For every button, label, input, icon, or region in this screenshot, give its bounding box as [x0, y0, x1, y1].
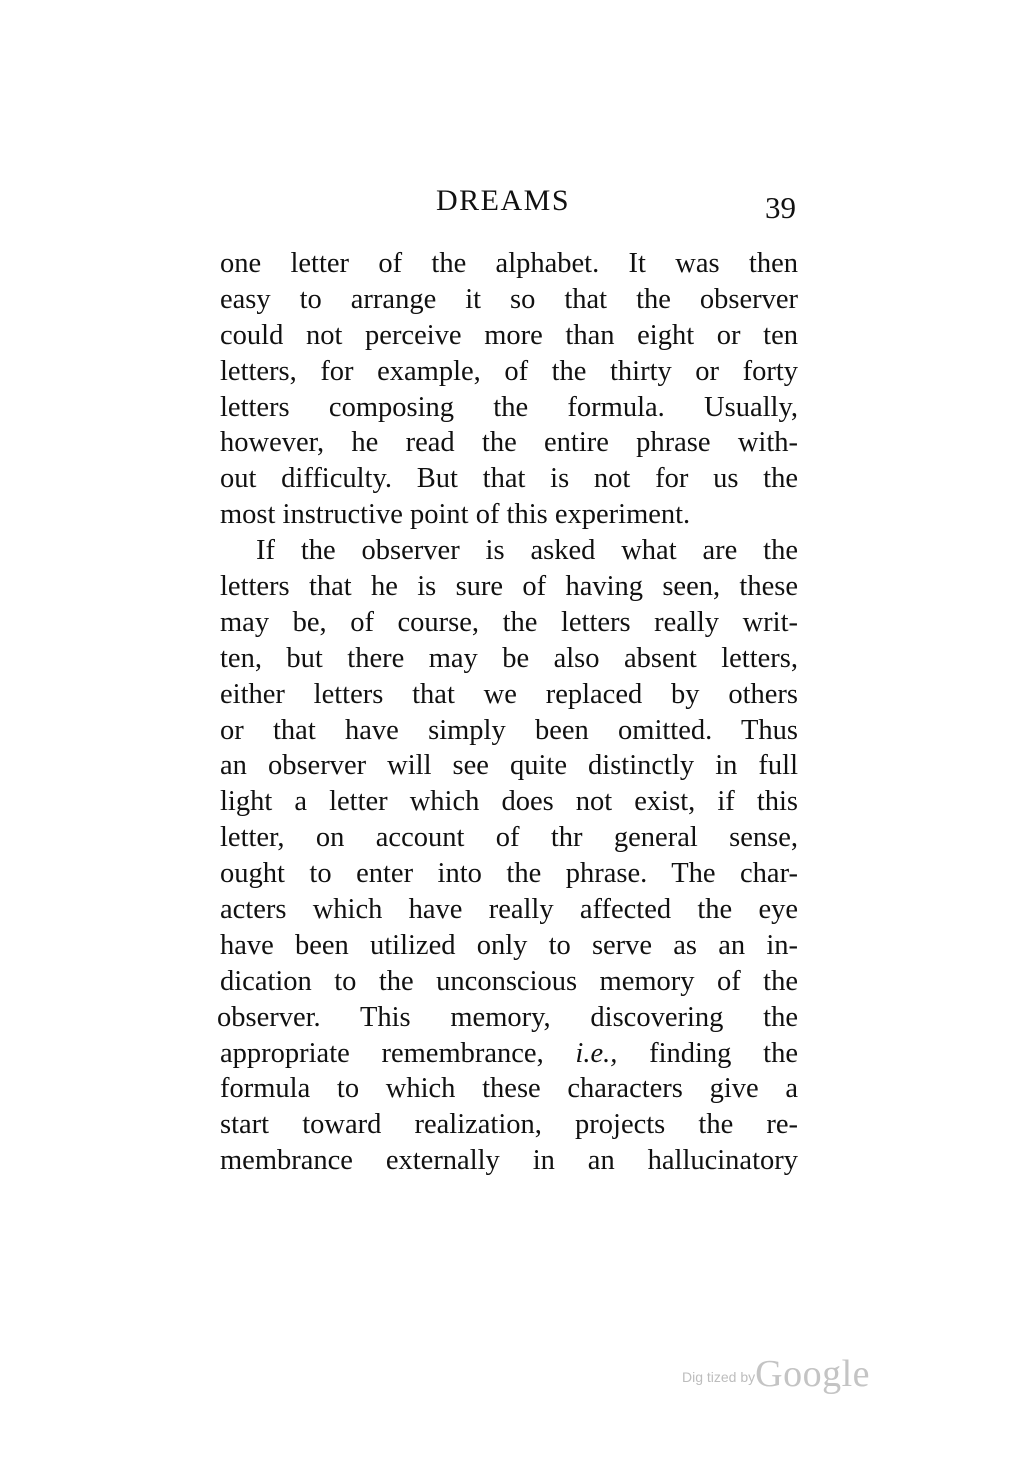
- text-line: acters which have really affected the eye: [220, 894, 798, 926]
- digitization-watermark: [682, 1352, 870, 1396]
- running-title: DREAMS: [436, 184, 571, 217]
- text-line: an observer will see quite distinctly in full: [220, 750, 798, 782]
- text-line: ten, but there may be also absent letters,: [220, 642, 798, 674]
- text-line: have been utilized only to serve as an in-: [220, 929, 798, 961]
- google-wordmark: Google: [755, 1353, 871, 1395]
- text-line: most instructive point of this experiment.: [220, 499, 691, 531]
- body-text: [217, 246, 798, 1179]
- text-line: or that have simply been omitted. Thus: [220, 714, 798, 746]
- text-line: start toward realization, projects the re-: [220, 1109, 798, 1141]
- text-line: letters, for example, of the thirty or forty: [220, 355, 798, 387]
- text-line: easy to arrange it so that the observer: [220, 283, 798, 315]
- text-line: out difficulty. But that is not for us the: [220, 463, 798, 495]
- text-line: letter, on account of thr general sense,: [220, 822, 798, 854]
- text-line: letters that he is sure of having seen, these: [220, 571, 798, 603]
- paragraph-start-line: If the observer is asked what are the: [256, 535, 798, 567]
- italic-abbreviation: i.e.,: [575, 1037, 618, 1069]
- running-head: [220, 182, 800, 234]
- text-line: however, he read the entire phrase with-: [220, 427, 798, 459]
- text-line: could not perceive more than eight or ten: [220, 319, 798, 351]
- text-line-with-italic: [220, 1036, 798, 1072]
- digitized-by-label: Dig tized by: [682, 1369, 756, 1385]
- text-span: finding the: [617, 1037, 798, 1069]
- text-line: membrance externally in an hallucinatory: [220, 1145, 798, 1177]
- text-line: letters composing the formula. Usually,: [220, 391, 798, 423]
- text-line: may be, of course, the letters really writ-: [220, 606, 798, 638]
- text-line: either letters that we replaced by others: [220, 678, 798, 710]
- text-line: ought to enter into the phrase. The char-: [220, 858, 798, 890]
- text-line: one letter of the alphabet. It was then: [220, 248, 798, 279]
- text-line: observer. This memory, discovering the: [217, 1001, 798, 1033]
- text-span: appropriate remembrance,: [220, 1037, 576, 1069]
- text-line: light a letter which does not exist, if this: [220, 786, 798, 818]
- text-line: formula to which these characters give a: [220, 1073, 798, 1105]
- page-number: 39: [765, 190, 796, 225]
- text-line: dication to the unconscious memory of the: [220, 965, 798, 997]
